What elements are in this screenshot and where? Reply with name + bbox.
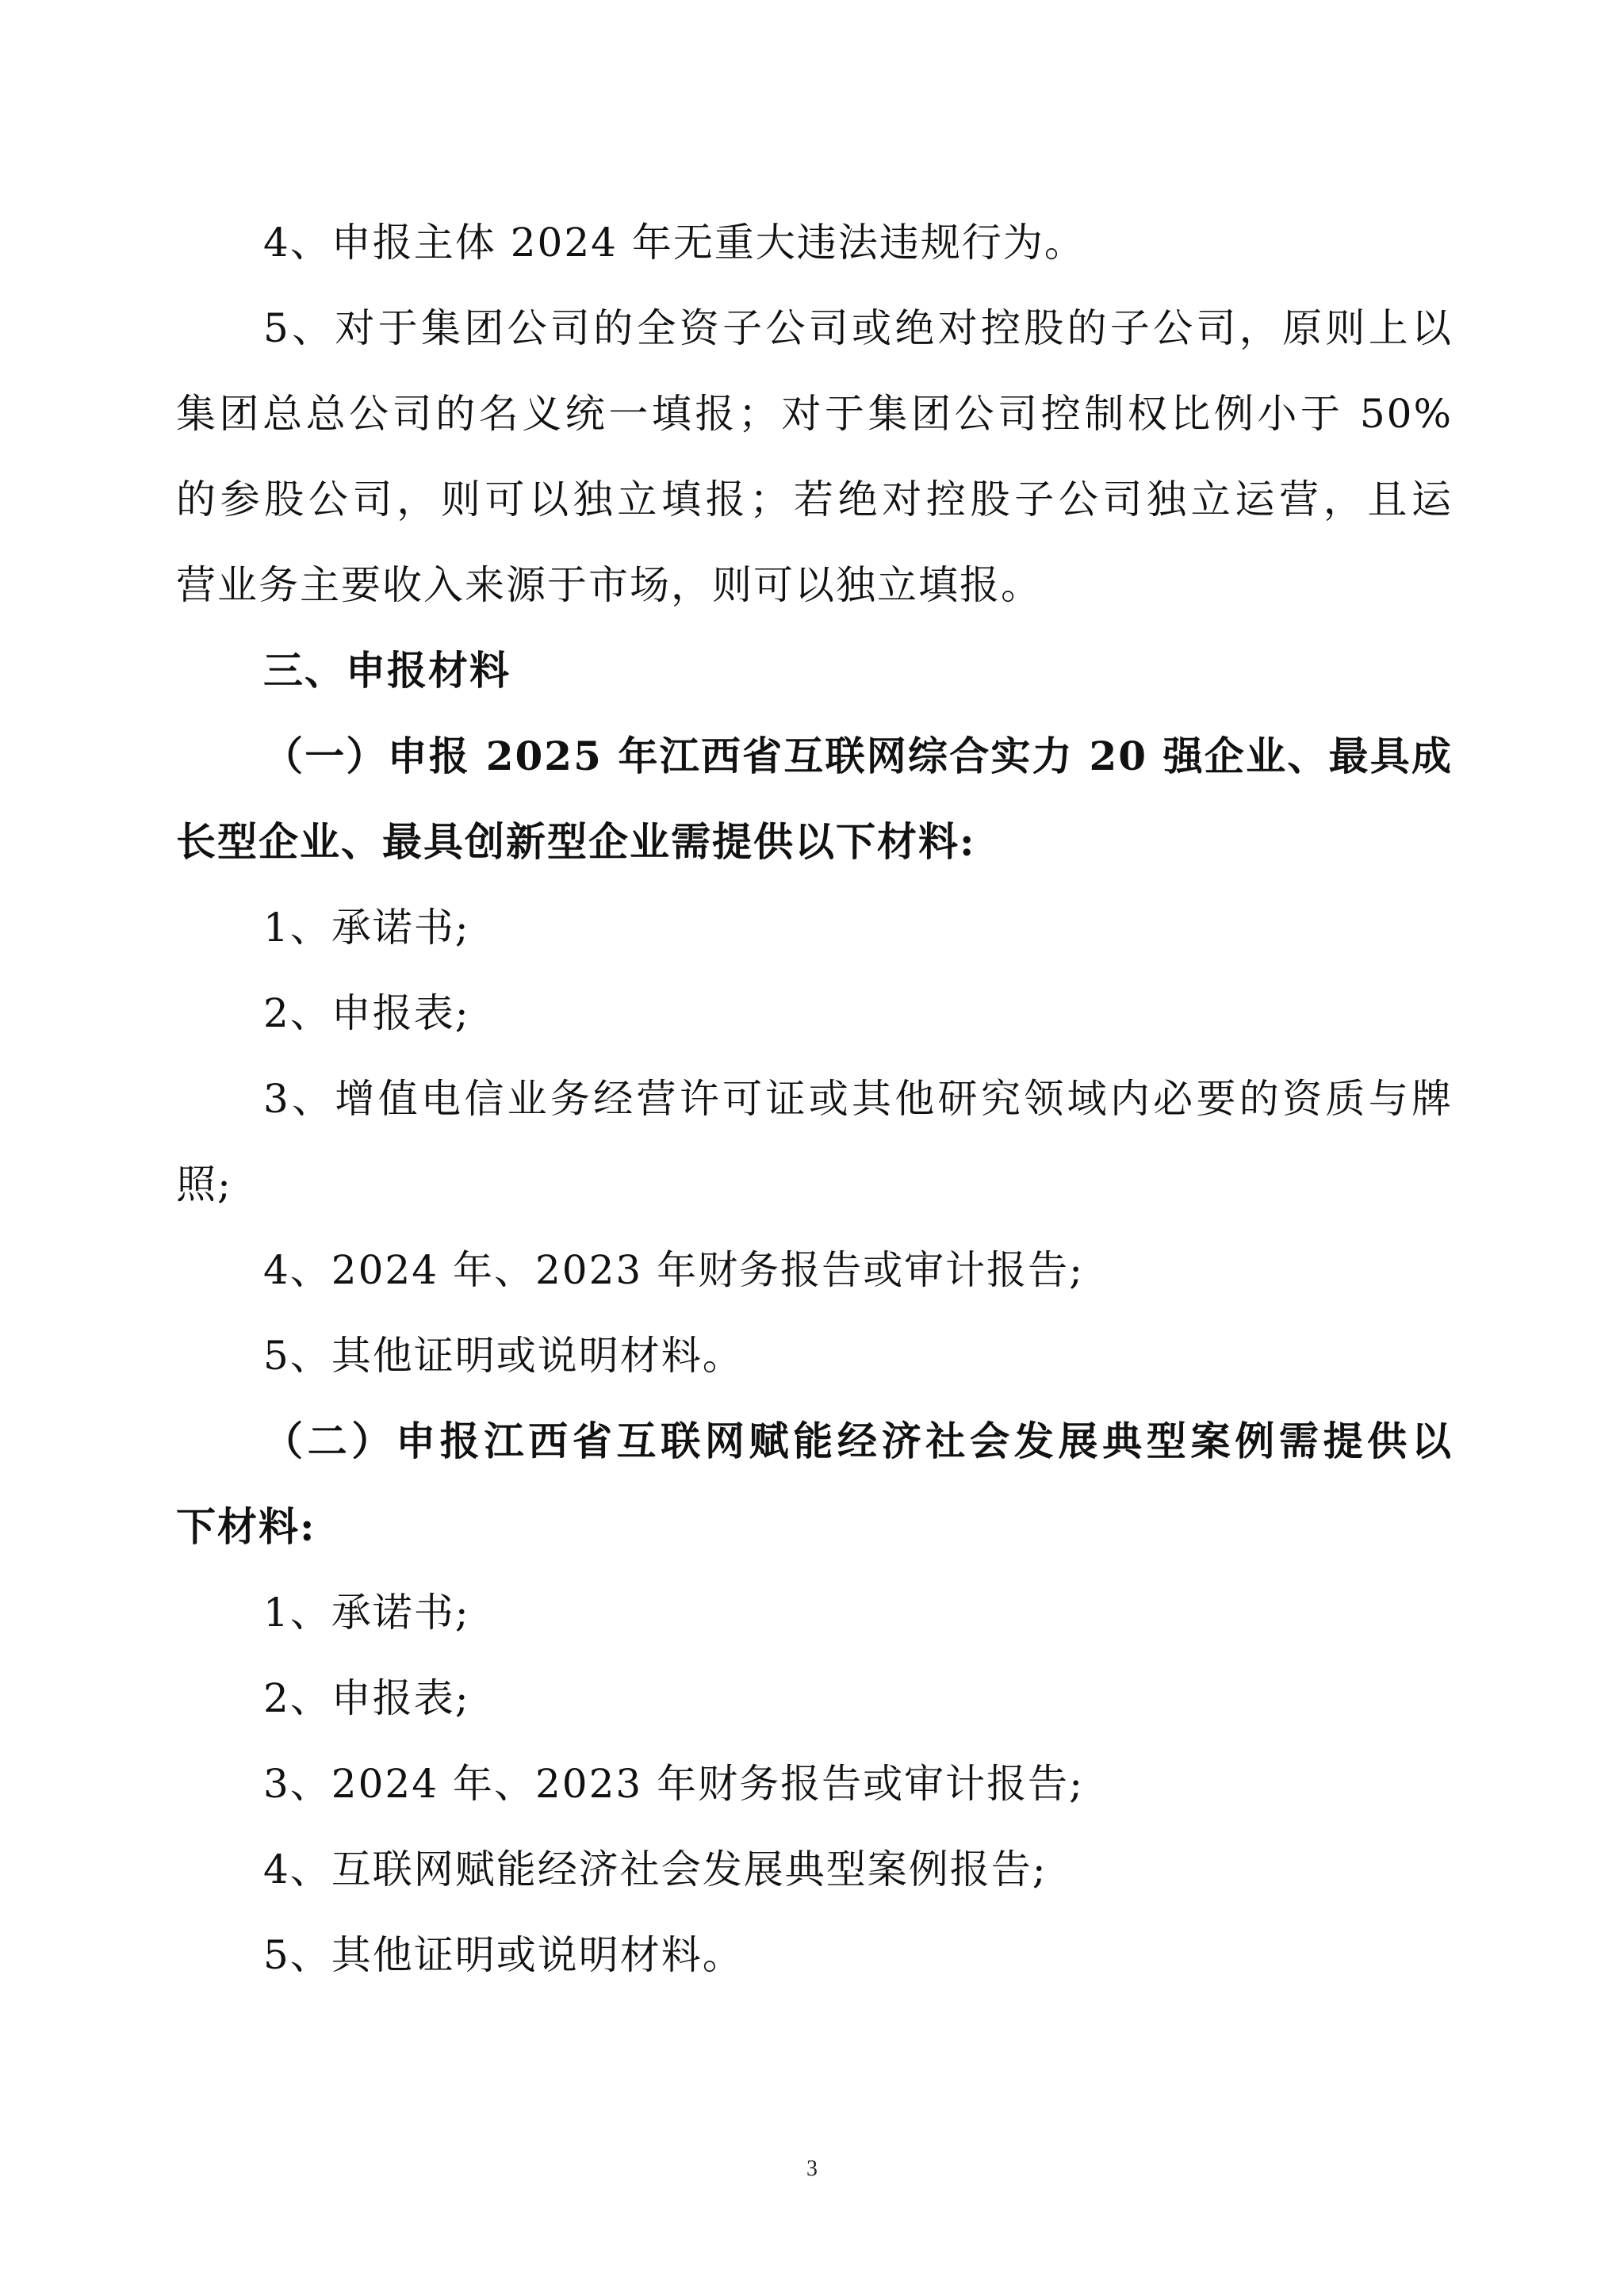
material-1-item-4: 4、2024 年、2023 年财务报告或审计报告; — [263, 1247, 1084, 1293]
material-1-item-1: 1、承诺书; — [263, 905, 470, 951]
material-2-item-1: 1、承诺书; — [263, 1590, 470, 1636]
material-1-item-2: 2、申报表; — [263, 990, 470, 1036]
page-number: 3 — [806, 2156, 818, 2181]
material-2-item-2: 2、申报表; — [263, 1675, 470, 1721]
material-1-item-3-line-1: 3、增值电信业务经营许可证或其他研究领域内必要的资质与牌 — [263, 1076, 1453, 1122]
requirement-item-5-line-3: 的参股公司，则可以独立填报；若绝对控股子公司独立运营，且运 — [176, 476, 1453, 522]
material-2-item-4: 4、互联网赋能经济社会发展典型案例报告; — [263, 1846, 1048, 1892]
section-heading-materials: 三、申报材料 — [263, 647, 511, 694]
requirement-item-4: 4、申报主体 2024 年无重大违法违规行为。 — [263, 220, 1086, 266]
subsection-heading-1-line-2: 长型企业、最具创新型企业需提供以下材料: — [176, 818, 976, 865]
document-body — [176, 200, 1453, 1998]
material-1-item-3-line-2: 照; — [176, 1161, 232, 1207]
requirement-item-5-line-2: 集团总总公司的名义统一填报；对于集团公司控制权比例小于 50% — [176, 391, 1453, 437]
material-2-item-3: 3、2024 年、2023 年财务报告或审计报告; — [263, 1761, 1084, 1807]
subsection-heading-2-line-2: 下材料: — [176, 1503, 316, 1550]
subsection-heading-2-line-1: （二）申报江西省互联网赋能经济社会发展典型案例需提供以 — [263, 1418, 1453, 1464]
material-2-item-5: 5、其他证明或说明材料。 — [263, 1932, 744, 1978]
requirement-item-5-line-1: 5、对于集团公司的全资子公司或绝对控股的子公司，原则上以 — [263, 305, 1453, 351]
subsection-heading-1-line-1: （一）申报 2025 年江西省互联网综合实力 20 强企业、最具成 — [263, 733, 1453, 779]
material-1-item-5: 5、其他证明或说明材料。 — [263, 1333, 744, 1379]
requirement-item-5-line-4: 营业务主要收入来源于市场，则可以独立填报。 — [176, 562, 1042, 608]
